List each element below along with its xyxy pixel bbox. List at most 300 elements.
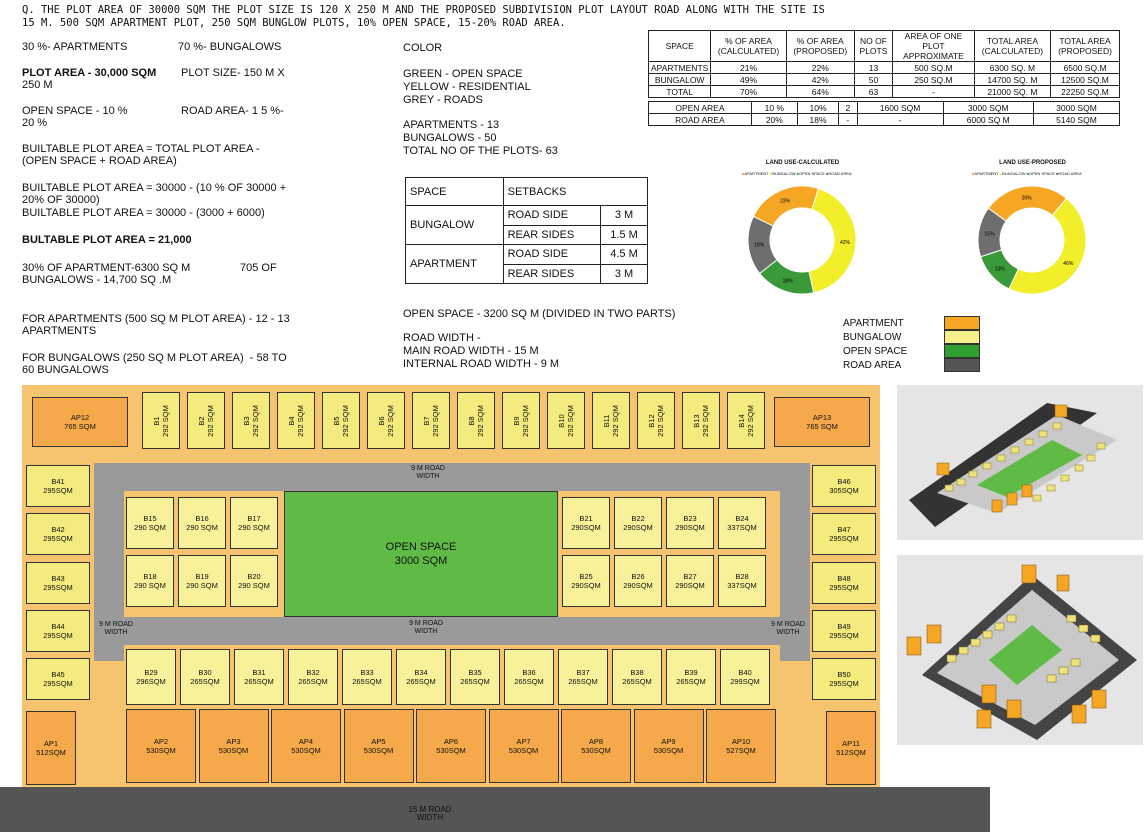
plot-id: B47 [837, 525, 851, 534]
plot-area: 292 SQM [701, 404, 710, 437]
stats-cell: 50 [854, 74, 892, 86]
stats-cell: 49% [711, 74, 786, 86]
plot-b17 [230, 497, 278, 549]
plot-area: 530SQM [581, 746, 611, 755]
legend-text: BUNGALOW [1002, 171, 1026, 176]
plot-id: B45 [51, 670, 65, 679]
plot-id: B49 [837, 622, 851, 631]
donut-label: 46% [1063, 261, 1074, 268]
plot-area: 265SQM [298, 677, 328, 686]
donut-title: LAND USE-CALCULATED [765, 160, 840, 166]
plot-area: 295SQM [43, 631, 73, 640]
plot-area: 512SQM [36, 748, 66, 757]
plot-ap13 [774, 397, 870, 447]
road-label-text: 9 M ROAD [411, 465, 445, 472]
plot-b9 [502, 392, 540, 449]
buildable-formula-1: BUILTABLE PLOT AREA = TOTAL PLOT AREA - [22, 143, 260, 155]
road-label-left [86, 621, 146, 637]
plot-area: 295SQM [829, 631, 859, 640]
plot-area: 530SQM [363, 746, 394, 755]
plot-b43 [26, 562, 90, 604]
plot-area: 265SQM [460, 677, 490, 686]
plot-b37 [558, 649, 608, 705]
stats-header: TOTAL AREA (PROPOSED) [1051, 31, 1120, 62]
open-space-area-text: 3000 SQM [394, 555, 448, 567]
plot-id: B30 [198, 668, 212, 677]
plot-b45 [26, 658, 90, 700]
plot-area: 337SQM [727, 523, 757, 532]
plot-b16 [178, 497, 226, 549]
legend-text: ROAD AREA [1058, 171, 1082, 176]
stats-cell: 10% [797, 102, 838, 114]
setbacks-header-space: SPACE [406, 178, 504, 206]
open-space-note: OPEN SPACE - 3200 SQ M (DIVIDED IN TWO PARTS) [403, 308, 676, 320]
stats-cell: - [893, 86, 975, 98]
plot-id: B38 [630, 668, 644, 677]
plot-area: 292 SQM [386, 404, 395, 437]
plot-b18 [126, 555, 174, 607]
road-area-pct-cont: 20 % [22, 117, 48, 129]
apartments-count: APARTMENTS - 13 [403, 119, 500, 131]
plot-b20 [230, 555, 278, 607]
plot-id: B14 [737, 413, 746, 428]
plot-b2 [187, 392, 225, 449]
stats-cell: 21% [711, 62, 786, 74]
question-line-1: Q. THE PLOT AREA OF 30000 SQM THE PLOT SIZE IS 120 X 250 M AND THE PROPOSED SUBDIVISION PLOT LAYOUT ROAD ALONG WITH THE SITE IS [22, 4, 825, 16]
plot-b50 [812, 658, 876, 700]
internal-road-note: INTERNAL ROAD WIDTH - 9 M [403, 358, 560, 370]
color-yellow: YELLOW - RESIDENTIAL [403, 81, 531, 93]
plot-id: AP6 [443, 737, 459, 746]
plot-id: B6 [377, 415, 386, 426]
apartment-area: 30% OF APARTMENT-6300 SQ M [22, 262, 191, 274]
plot-id: B10 [557, 413, 566, 428]
plot-area: 265SQM [622, 677, 652, 686]
plot-id: B17 [247, 514, 261, 523]
plot-area: 290 SQM [134, 523, 166, 532]
plot-ap2 [126, 709, 196, 783]
plot-id: AP7 [516, 737, 531, 746]
split-apartments: 30 %- APARTMENTS [22, 41, 128, 53]
bungalow-area-b: BUNGALOWS - 14,700 SQ .M [22, 274, 172, 286]
bungalow-count-1: FOR BUNGALOWS (250 SQ M PLOT AREA) - 58 TO [22, 352, 287, 364]
plot-b12 [637, 392, 675, 449]
plot-b41 [26, 465, 90, 507]
open-space-area [284, 491, 558, 617]
plot-b46 [812, 465, 876, 507]
donut-label: 42% [839, 240, 850, 247]
plot-b36 [504, 649, 554, 705]
stats-cell: 3000 SQM [943, 102, 1033, 114]
donut-label: 26% [1021, 195, 1032, 202]
stats-header: TOTAL AREA (CALCULATED) [974, 31, 1050, 62]
total-plots: TOTAL NO OF THE PLOTS- 63 [403, 145, 558, 157]
donut-slice [753, 186, 818, 226]
plot-id: B2 [197, 415, 206, 426]
road-label-text: WIDTH [416, 813, 444, 822]
plot-ap1 [26, 711, 76, 785]
plot-id: AP8 [588, 737, 604, 746]
plot-b3 [232, 392, 270, 449]
plot-b5 [322, 392, 360, 449]
isometric-view-icon [897, 385, 1143, 540]
plot-b38 [612, 649, 662, 705]
legend-apartment: APARTMENT [843, 318, 904, 329]
stats-cell: OPEN AREA [649, 102, 752, 114]
plot-id: B33 [360, 668, 374, 677]
plot-b28 [718, 555, 766, 607]
plot-area: 265SQM [352, 677, 382, 686]
apartment-count-2: APARTMENTS [22, 325, 97, 337]
plot-id: B25 [579, 572, 593, 581]
stats-cell: 21000 SQ. M [974, 86, 1050, 98]
plot-id: B23 [683, 514, 697, 523]
stats-cell: 22250 SQ.M [1051, 86, 1120, 98]
plot-area: 292 SQM [161, 404, 170, 437]
stats-cell: 63 [854, 86, 892, 98]
stats-cell: ROAD AREA [649, 114, 752, 126]
plot-ap10 [706, 709, 776, 783]
plot-id: AP11 [842, 739, 860, 748]
stats-cell: 5140 SQM [1033, 114, 1119, 126]
plot-id: B32 [306, 668, 320, 677]
plot-id: B9 [512, 415, 521, 426]
stats-cell: 64% [786, 86, 854, 98]
plot-area: 295SQM [43, 486, 73, 495]
plot-id: AP4 [298, 737, 314, 746]
3d-view-1 [897, 385, 1143, 540]
area-stats-table [648, 30, 1120, 98]
plot-area: 290SQM [675, 523, 705, 532]
setbacks-bungalow: BUNGALOW [406, 206, 504, 245]
legend-text: APARTMENT [974, 171, 999, 176]
plot-b6 [367, 392, 405, 449]
plot-area: 292 SQM [521, 404, 530, 437]
donut-label: 23% [780, 198, 791, 205]
plot-b10 [547, 392, 585, 449]
stats-cell: - [857, 114, 943, 126]
setbacks-cell: 3 M [600, 264, 647, 284]
question-line-2: 15 M. 500 SQM APARTMENT PLOT, 250 SQM BUNGLOW PLOTS, 10% OPEN SPACE, 15-20% ROAD AREA. [22, 17, 566, 29]
plot-area: 295SQM [829, 534, 859, 543]
plot-area: 290 SQM [186, 581, 218, 590]
open-space-pct: OPEN SPACE - 10 % [22, 105, 128, 117]
plot-b30 [180, 649, 230, 705]
donut-label: 15% [984, 231, 995, 238]
plot-id: B42 [51, 525, 65, 534]
stats-cell: 1600 SQM [857, 102, 943, 114]
plot-area: 292 SQM [341, 404, 350, 437]
plot-id: B21 [579, 514, 593, 523]
plot-area: 765 SQM [806, 422, 838, 431]
donut-label: 13% [994, 266, 1005, 273]
donut-legend: ■APARTMENT ■BUNGALOW ■OPEN SPACE ■ROAD AREA [742, 171, 852, 176]
plot-id: B24 [735, 514, 749, 523]
plot-id: B8 [467, 415, 476, 426]
plot-area: 265SQM [244, 677, 274, 686]
plot-size-cont: 250 M [22, 79, 53, 91]
donut-label: 18% [782, 278, 793, 285]
donut-label: 18% [754, 242, 765, 249]
stats-cell: - [839, 114, 857, 126]
plot-b29 [126, 649, 176, 705]
plot-b49 [812, 610, 876, 652]
isometric-view-icon [897, 555, 1143, 745]
plot-id: AP12 [70, 413, 90, 422]
plot-area: 290SQM [571, 523, 601, 532]
plot-id: AP1 [43, 739, 59, 748]
buildable-formula-1b: (OPEN SPACE + ROAD AREA) [22, 155, 177, 167]
legend-text: OPEN SPACE [799, 171, 825, 176]
plot-id: B31 [252, 668, 266, 677]
road-label-text: WIDTH [776, 629, 800, 636]
plot-b24 [718, 497, 766, 549]
legend-road-area: ROAD AREA [843, 360, 902, 371]
road-label-text: 9 M ROAD [409, 620, 443, 627]
plot-id: B44 [51, 622, 65, 631]
plot-id: B13 [692, 413, 701, 428]
plot-id: B36 [522, 668, 536, 677]
plot-area: 292 SQM [476, 404, 485, 437]
main-road-note: MAIN ROAD WIDTH - 15 M [403, 345, 539, 357]
swatch-bungalow [944, 330, 980, 344]
plot-id: AP3 [226, 737, 241, 746]
legend-text: APARTMENT [744, 171, 769, 176]
plot-b4 [277, 392, 315, 449]
plot-id: B16 [195, 514, 209, 523]
stats-cell: TOTAL [649, 86, 711, 98]
plot-id: B1 [152, 415, 161, 426]
plot-area: 530SQM [291, 746, 321, 755]
stats-cell: APARTMENTS [649, 62, 711, 74]
plot-area: PLOT AREA - 30,000 SQM [22, 67, 157, 79]
road-area-pct: ROAD AREA- 1 5 %- [181, 105, 284, 117]
plot-area: 530SQM [653, 746, 684, 755]
plot-b35 [450, 649, 500, 705]
plot-area: 290SQM [623, 581, 653, 590]
setbacks-cell: ROAD SIDE [503, 245, 600, 265]
plot-area: 292 SQM [656, 404, 665, 437]
bungalows-count: BUNGALOWS - 50 [403, 132, 497, 144]
stats-cell: 18% [797, 114, 838, 126]
plot-b23 [666, 497, 714, 549]
main-road-label [380, 806, 480, 822]
plot-area: 265SQM [568, 677, 598, 686]
plot-area: 292 SQM [611, 404, 620, 437]
plot-area: 296SQM [136, 677, 166, 686]
plot-id: AP5 [371, 737, 386, 746]
plot-b14 [727, 392, 765, 449]
plot-size: PLOT SIZE- 150 M X [181, 67, 285, 79]
plot-area: 337SQM [727, 581, 757, 590]
buildable-result: BULTABLE PLOT AREA = 21,000 [22, 234, 192, 246]
road-label-text: WIDTH [414, 628, 438, 635]
plot-area: 299SQM [730, 677, 760, 686]
swatch-open-space [944, 344, 980, 358]
legend-bungalow: BUNGALOW [843, 332, 902, 343]
plot-id: B35 [468, 668, 482, 677]
plot-area: 295SQM [43, 583, 73, 592]
legend-text: ROAD AREA [828, 171, 852, 176]
plot-area: 765 SQM [64, 422, 96, 431]
3d-view-2 [897, 555, 1143, 745]
plot-id: B18 [143, 572, 157, 581]
plot-area: 305SQM [829, 486, 859, 495]
buildable-formula-3: BUILTABLE PLOT AREA = 30000 - (3000 + 6000) [22, 207, 265, 219]
color-grey: GREY - ROADS [403, 94, 483, 106]
stats-cell: 500 SQ.M [893, 62, 975, 74]
stats-cell: 14700 SQ. M [974, 74, 1050, 86]
plot-id: B40 [738, 668, 752, 677]
plot-id: B37 [576, 668, 590, 677]
plot-area: 290 SQM [238, 581, 270, 590]
buildable-formula-2b: 20% OF 30000) [22, 194, 100, 206]
road-label-top [398, 465, 458, 481]
bungalow-area-a: 705 OF [240, 262, 277, 274]
setbacks-cell: ROAD SIDE [503, 206, 600, 226]
donut-proposed [950, 158, 1115, 298]
plot-id: B48 [837, 574, 851, 583]
plot-b13 [682, 392, 720, 449]
plot-id: B46 [837, 477, 851, 486]
plot-b31 [234, 649, 284, 705]
donut-chart [720, 178, 885, 298]
plot-id: B19 [195, 572, 209, 581]
plot-b11 [592, 392, 630, 449]
plot-area: 295SQM [43, 679, 73, 688]
donut-legend: ■APARTMENT ■BUNGALOW ■OPEN SPACE ■ROAD AREA [972, 171, 1082, 176]
plot-id: B7 [422, 415, 431, 426]
plot-id: B50 [837, 670, 851, 679]
plot-ap5 [344, 709, 414, 783]
plot-area: 295SQM [43, 534, 73, 543]
plot-id: B29 [144, 668, 158, 677]
setbacks-apartment: APARTMENT [406, 245, 504, 284]
stats-cell: 250 SQ.M [893, 74, 975, 86]
plot-area: 292 SQM [296, 404, 305, 437]
plot-id: B28 [735, 572, 749, 581]
plot-id: B4 [287, 415, 296, 426]
road-label-text: WIDTH [104, 629, 128, 636]
donut-chart [950, 178, 1115, 298]
bungalow-count-2: 60 BUNGALOWS [22, 364, 109, 376]
stats-cell: 20% [751, 114, 797, 126]
plot-id: B43 [51, 574, 65, 583]
plot-ap12 [32, 397, 128, 447]
plot-b39 [666, 649, 716, 705]
road-label-text: 9 M ROAD [771, 621, 805, 628]
plot-area: 530SQM [508, 746, 539, 755]
plot-area: 292 SQM [206, 404, 215, 437]
plot-b42 [26, 513, 90, 555]
stats-cell: 42% [786, 74, 854, 86]
plot-area: 292 SQM [431, 404, 440, 437]
road-label-right [758, 621, 818, 637]
plot-area: 512SQM [836, 748, 866, 757]
plot-area: 290SQM [675, 581, 705, 590]
donut-calculated [720, 158, 885, 298]
road-label-text: 15 M ROAD [408, 805, 452, 814]
setbacks-table [405, 177, 648, 284]
plot-area: 530SQM [436, 746, 466, 755]
stats-cell: 22% [786, 62, 854, 74]
plot-b33 [342, 649, 392, 705]
plot-b22 [614, 497, 662, 549]
stats-cell: 6000 SQ M [943, 114, 1033, 126]
plot-id: B34 [414, 668, 428, 677]
plot-area: 292 SQM [566, 404, 575, 437]
color-title: COLOR [403, 42, 443, 54]
road-label-middle [396, 620, 456, 636]
plot-area: 527SQM [726, 746, 756, 755]
plot-b32 [288, 649, 338, 705]
plot-area: 295SQM [829, 583, 859, 592]
plot-area: 292 SQM [251, 404, 260, 437]
plot-id: B15 [143, 514, 157, 523]
plot-area: 290 SQM [238, 523, 270, 532]
plot-ap4 [271, 709, 341, 783]
setbacks-cell: REAR SIDES [503, 225, 600, 245]
site-plan [22, 385, 880, 787]
split-bungalows: 70 %- BUNGALOWS [178, 41, 282, 53]
plot-b25 [562, 555, 610, 607]
area-stats-table-2 [648, 101, 1120, 126]
stats-cell: 70% [711, 86, 786, 98]
road-width-note: ROAD WIDTH - [403, 332, 481, 344]
stats-cell: 13 [854, 62, 892, 74]
stats-cell: BUNGALOW [649, 74, 711, 86]
stats-cell: 3000 SQM [1033, 102, 1119, 114]
plot-area: 295SQM [829, 679, 859, 688]
plot-id: B39 [684, 668, 698, 677]
plot-ap9 [634, 709, 704, 783]
plot-id: B41 [51, 477, 65, 486]
plot-id: B20 [247, 572, 261, 581]
color-green: GREEN - OPEN SPACE [403, 68, 523, 80]
plot-ap7 [489, 709, 559, 783]
buildable-formula-2: BUILTABLE PLOT AREA = 30000 - (10 % OF 30000 + [22, 182, 287, 194]
plot-b19 [178, 555, 226, 607]
donut-title: LAND USE-PROPOSED [999, 160, 1066, 166]
stats-header: SPACE [649, 31, 711, 62]
plot-area: 290 SQM [186, 523, 218, 532]
setbacks-cell: 3 M [600, 206, 647, 226]
plot-b27 [666, 555, 714, 607]
plot-area: 265SQM [514, 677, 544, 686]
plot-area: 530SQM [218, 746, 249, 755]
setbacks-cell: REAR SIDES [503, 264, 600, 284]
stats-header: % OF AREA (CALCULATED) [711, 31, 786, 62]
plot-b1 [142, 392, 180, 449]
plot-area: 265SQM [190, 677, 220, 686]
stats-header: AREA OF ONE PLOT APPROXIMATE [893, 31, 975, 62]
plot-area: 290SQM [571, 581, 601, 590]
stats-cell: 10 % [751, 102, 797, 114]
swatch-apartment [944, 316, 980, 330]
plot-ap8 [561, 709, 631, 783]
plot-id: AP9 [661, 737, 676, 746]
stats-cell: 6300 SQ. M [974, 62, 1050, 74]
plot-id: B26 [631, 572, 645, 581]
plot-area: 265SQM [676, 677, 706, 686]
setbacks-cell: 1.5 M [600, 225, 647, 245]
plot-id: B27 [683, 572, 697, 581]
plot-b48 [812, 562, 876, 604]
stats-cell: 12500 SQ.M [1051, 74, 1120, 86]
legend-open-space: OPEN SPACE [843, 346, 908, 357]
legend-text: OPEN SPACE [1029, 171, 1055, 176]
plot-b7 [412, 392, 450, 449]
